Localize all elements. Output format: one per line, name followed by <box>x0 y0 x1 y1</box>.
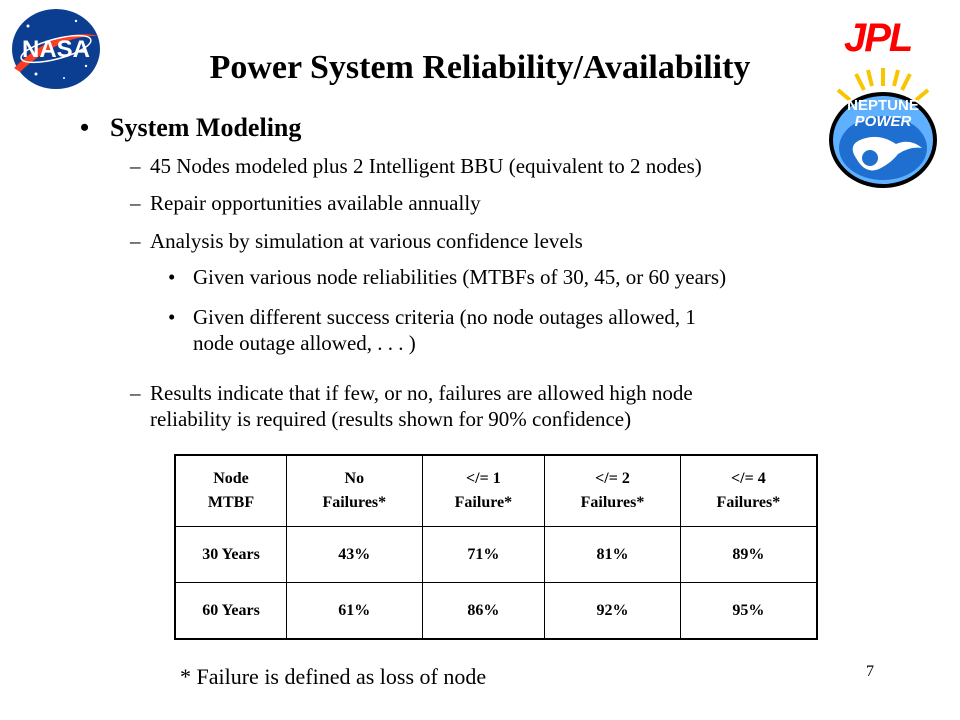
sub-list-item-continuation: node outage allowed, . . . ) <box>193 331 416 355</box>
sub-list-item-text: Given various node reliabilities (MTBFs of 30, 45, or 60 years) <box>193 265 727 289</box>
sub-list-item <box>168 264 727 290</box>
list-item-text: 45 Nodes modeled plus 2 Intelligent BBU (equivalent to 2 nodes) <box>150 154 702 178</box>
header-cell <box>287 455 423 527</box>
list-item-continuation: reliability is required (results shown for 90% confidence) <box>150 407 632 431</box>
sub-list-item-text: Given different success criteria (no node outages allowed, 1 <box>193 305 696 329</box>
header-line: No <box>344 470 365 487</box>
header-line: </= 4 <box>731 470 766 487</box>
header-line: </= 1 <box>466 470 501 487</box>
header-line: Failures* <box>580 494 645 511</box>
bullet-icon: • <box>80 113 90 142</box>
dash-icon: – <box>130 191 141 215</box>
table-cell: 86% <box>422 583 545 640</box>
header-line: Failures* <box>716 494 781 511</box>
header-line: Failures* <box>322 494 387 511</box>
bullet-icon: • <box>168 305 176 329</box>
reliability-table <box>174 454 818 640</box>
table-cell: 60 Years <box>175 583 287 640</box>
dash-icon: – <box>130 154 141 178</box>
list-item <box>130 380 693 406</box>
heading-text: System Modeling <box>110 113 302 142</box>
header-line: Node <box>213 470 249 487</box>
list-item <box>130 190 481 216</box>
table-cell: 30 Years <box>175 527 287 583</box>
heading-system-modeling <box>80 113 302 143</box>
table-header-row <box>175 455 817 527</box>
header-cell <box>545 455 681 527</box>
footnote: * Failure is defined as loss of node <box>180 664 487 689</box>
page-number: 7 <box>866 663 874 680</box>
header-line: MTBF <box>207 494 255 511</box>
header-line: Failure* <box>454 494 513 511</box>
jpl-logo: JPL <box>844 16 912 60</box>
header-cell <box>175 455 287 527</box>
table-cell: 89% <box>680 527 817 583</box>
neptune-logo-line1: NEPTUNE <box>847 97 919 114</box>
table-row <box>175 527 817 583</box>
neptune-logo-line2: POWER <box>854 113 912 130</box>
table-row <box>175 583 817 640</box>
header-cell <box>422 455 545 527</box>
table-cell: 81% <box>545 527 681 583</box>
table-cell: 43% <box>287 527 423 583</box>
nasa-logo-text: NASA <box>21 36 91 63</box>
table-cell: 95% <box>680 583 817 640</box>
slide-title: Power System Reliability/Availability <box>209 49 751 86</box>
header-cell <box>680 455 817 527</box>
list-item-text: Results indicate that if few, or no, failures are allowed high node <box>150 381 693 405</box>
list-item <box>130 228 583 254</box>
dash-icon: – <box>130 229 141 253</box>
sub-list-item <box>168 304 696 330</box>
table-cell: 61% <box>287 583 423 640</box>
list-item-text: Repair opportunities available annually <box>150 191 481 215</box>
dash-icon: – <box>130 381 141 405</box>
list-item <box>130 153 702 179</box>
bullet-icon: • <box>168 265 176 289</box>
table-cell: 71% <box>422 527 545 583</box>
list-item-text: Analysis by simulation at various confidence levels <box>150 229 583 253</box>
table-cell: 92% <box>545 583 681 640</box>
header-line: </= 2 <box>595 470 630 487</box>
